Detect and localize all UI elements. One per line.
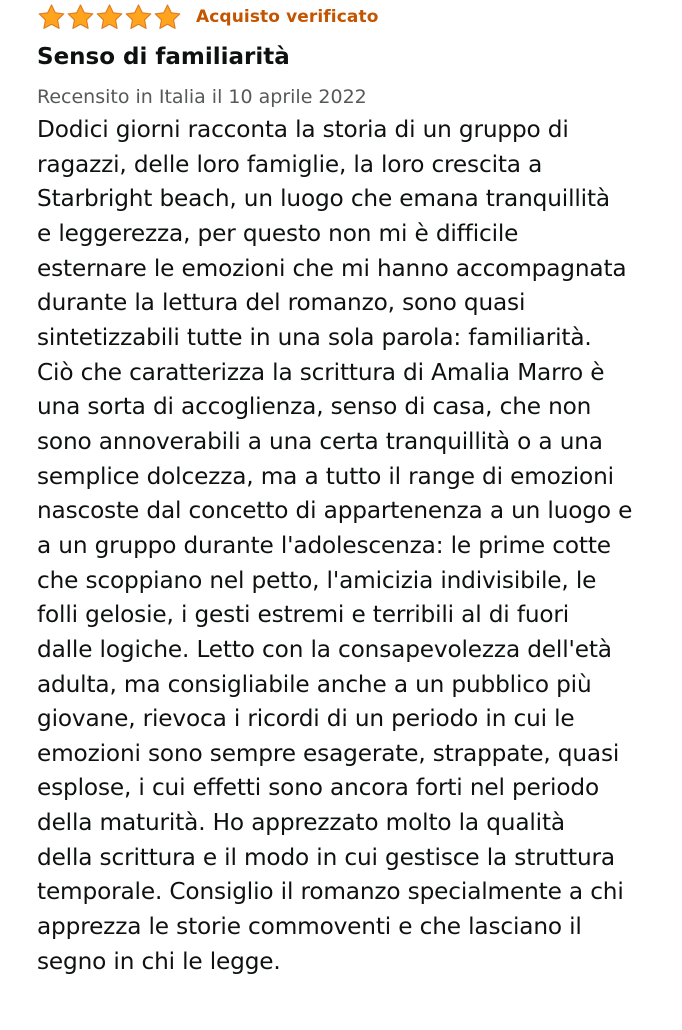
review-body-line: giovane, rievoca i ricordi di un periodo in cui le: [37, 705, 575, 733]
star-icon: [153, 3, 182, 32]
verified-purchase-badge: Acquisto verificato: [196, 7, 379, 27]
star-icon: [124, 3, 153, 32]
review-body-line: dalle logiche. Letto con la consapevolezza dell'età: [37, 635, 612, 663]
review-body-line: durante la lettura del romanzo, sono quasi: [37, 289, 526, 317]
review-body-line: della maturità. Ho apprezzato molto la qualità: [37, 809, 565, 837]
review-body-line: sono annoverabili a una certa tranquillità o a una: [37, 427, 603, 455]
review-body-line: temporale. Consiglio il romanzo specialmente a chi: [37, 878, 624, 906]
review-body-line: adulta, ma consigliabile anche a un pubblico più: [37, 670, 592, 698]
review-body-line: esplose, i cui effetti sono ancora forti nel periodo: [37, 774, 599, 802]
review-body-line: emozioni sono sempre esagerate, strappate, quasi: [37, 739, 620, 767]
review-body: [37, 113, 662, 979]
review-body-line: nascoste dal concetto di appartenenza a un luogo e: [37, 497, 633, 525]
review-body-line: semplice dolcezza, ma a tutto il range di emozioni: [37, 462, 614, 490]
review-body-line: e leggerezza, per questo non mi è difficile: [37, 219, 519, 247]
review-title: Senso di familiarità: [37, 44, 290, 70]
star-rating: [37, 3, 182, 32]
review-body-line: a un gruppo durante l'adolescenza: le prime cotte: [37, 531, 611, 559]
star-icon: [37, 3, 66, 32]
review-body-line: Ciò che caratterizza la scrittura di Amalia Marro è: [37, 358, 605, 386]
review-date: Recensito in Italia il 10 aprile 2022: [37, 86, 367, 108]
review-body-line: sintetizzabili tutte in una sola parola: familiarità.: [37, 323, 592, 351]
review-body-line: folli gelosie, i gesti estremi e terribili al di fuori: [37, 601, 570, 629]
review-body-line: Dodici giorni racconta la storia di un gruppo di: [37, 116, 569, 143]
review-body-line: ragazzi, delle loro famiglie, la loro crescita a: [37, 150, 543, 178]
rating-row: [37, 0, 662, 34]
review-body-line: una sorta di accoglienza, senso di casa, che non: [37, 393, 592, 421]
review-body-line: apprezza le storie commoventi e che lasciano il: [37, 913, 582, 941]
review-body-line: che scoppiano nel petto, l'amicizia indivisibile, le: [37, 566, 597, 594]
star-icon: [66, 3, 95, 32]
review-body-line: Starbright beach, un luogo che emana tranquillità: [37, 185, 610, 213]
review-body-line: della scrittura e il modo in cui gestisce la struttura: [37, 843, 615, 871]
review-body-line: esternare le emozioni che mi hanno accompagnata: [37, 254, 627, 282]
review-body-line: segno in chi le legge.: [37, 947, 281, 975]
star-icon: [95, 3, 124, 32]
